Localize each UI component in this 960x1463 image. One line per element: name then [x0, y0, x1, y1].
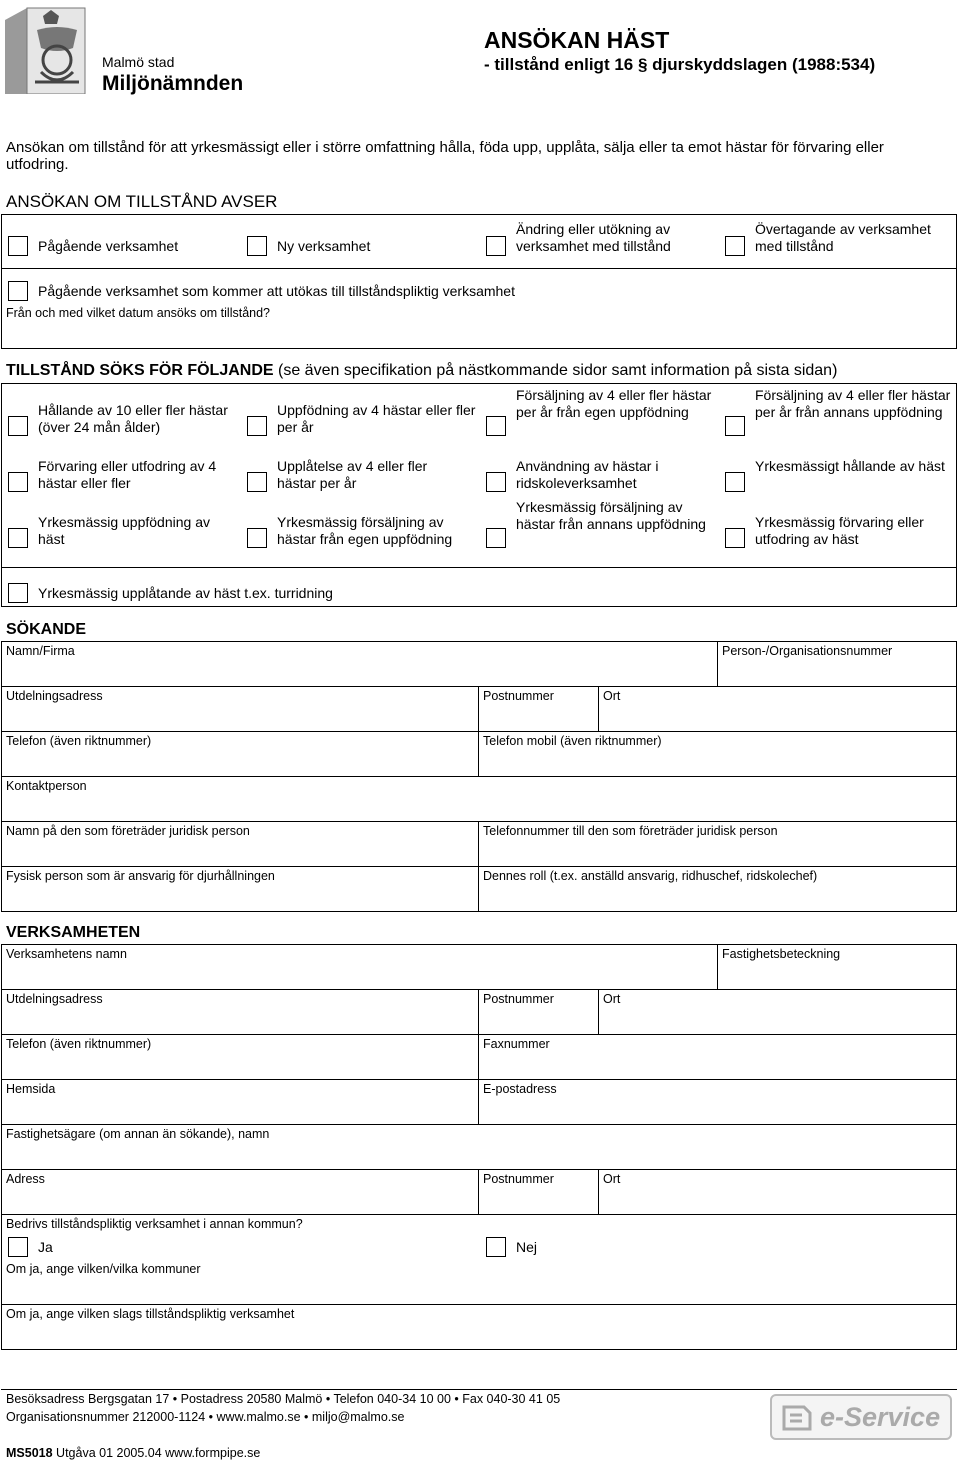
- page-subtitle: - tillstånd enligt 16 § djurskyddslagen (1988:534): [484, 55, 876, 74]
- divider: [1, 1214, 957, 1215]
- label-juridisk-namn: Namn på den som företräder juridisk person: [6, 824, 250, 838]
- label-ansvarig: Fysisk person som är ansvarig för djurhållningen: [6, 869, 275, 883]
- field-juridisk-telefon[interactable]: [479, 840, 956, 865]
- label-ort: Ort: [603, 689, 621, 703]
- label-overtagande: Övertagande av verksamhet med tillstånd: [755, 221, 931, 254]
- label-vilken-verksamhet: Om ja, ange vilken slags tillståndspliktig verksamhet: [6, 1307, 295, 1321]
- org-name: Malmö stad: [102, 54, 175, 70]
- label-kontaktperson: Kontaktperson: [6, 779, 87, 793]
- eservice-logo-icon: [780, 1403, 814, 1433]
- date-field[interactable]: [2, 322, 956, 348]
- label-agare-adress: Adress: [6, 1172, 45, 1186]
- field-v-postnummer[interactable]: [479, 1008, 597, 1033]
- checkbox-ja[interactable]: [8, 1237, 28, 1257]
- eservice-text: e-Service: [820, 1402, 941, 1432]
- field-juridisk-namn[interactable]: [2, 840, 477, 865]
- field-telefon[interactable]: [2, 750, 477, 775]
- label-yrk-hallande: Yrkesmässigt hållande av häst: [755, 458, 945, 474]
- divider: [1, 866, 957, 867]
- label-fastighetsagare: Fastighetsägare (om annan än sökande), namn: [6, 1127, 270, 1141]
- divider: [1, 686, 957, 687]
- field-roll[interactable]: [479, 885, 956, 911]
- form-id: [6, 1446, 260, 1460]
- field-v-ort[interactable]: [599, 1008, 956, 1033]
- checkbox-forsaljning-annans[interactable]: [725, 416, 745, 436]
- label-namn-firma: Namn/Firma: [6, 644, 75, 658]
- label-forsaljning-annans: Försäljning av 4 eller fler hästar per år från annans uppfödning: [755, 387, 951, 420]
- checkbox-upplatelse-4[interactable]: [247, 472, 267, 492]
- eservice-badge: [770, 1394, 952, 1440]
- label-yrk-forsaljning-annans: Yrkesmässig försäljning av hästar från annans uppfödning: [516, 499, 706, 532]
- footer-org: Organisationsnummer 212000-1124 • www.malmo.se • miljo@malmo.se: [6, 1410, 405, 1424]
- field-agare-adress[interactable]: [2, 1188, 477, 1213]
- label-ny: Ny verksamhet: [277, 238, 371, 254]
- label-epost: E-postadress: [483, 1082, 557, 1096]
- label-pagaende: Pågående verksamhet: [38, 238, 179, 254]
- soks-heading-rest: (se även specifikation på nästkommande sidor samt information på sista sidan): [273, 362, 838, 379]
- city-logo: [5, 2, 87, 94]
- checkbox-ridskola[interactable]: [486, 472, 506, 492]
- section-heading-avser: ANSÖKAN OM TILLSTÅND AVSER: [6, 192, 278, 211]
- checkbox-nej[interactable]: [486, 1237, 506, 1257]
- checkbox-ny[interactable]: [247, 236, 267, 256]
- checkbox-overtagande[interactable]: [725, 236, 745, 256]
- divider: [1, 989, 957, 990]
- checkbox-yrk-forsaljning-egen[interactable]: [247, 528, 267, 548]
- label-andring: Ändring eller utökning av verksamhet med tillstånd: [516, 221, 671, 254]
- soks-heading-bold: TILLSTÅND SÖKS FÖR FÖLJANDE: [6, 362, 274, 379]
- checkbox-andring[interactable]: [486, 236, 506, 256]
- label-hemsida: Hemsida: [6, 1082, 56, 1096]
- field-v-utdelningsadress[interactable]: [2, 1008, 477, 1033]
- label-v-ort: Ort: [603, 992, 621, 1006]
- field-postnummer[interactable]: [479, 705, 597, 730]
- checkbox-yrk-uppfodning[interactable]: [8, 528, 28, 548]
- intro-text: Ansökan om tillstånd för att yrkesmässigt eller i större omfattning hålla, föda upp, upplåta, sälja eller ta emot hästar för förvaring eller utfodring.: [6, 139, 884, 173]
- divider: [1, 1124, 957, 1125]
- label-yrk-forsaljning-egen: Yrkesmässig försäljning av hästar från egen uppfödning: [277, 514, 453, 547]
- label-forsaljning-egen: Försäljning av 4 eller fler hästar per år från egen uppfödning: [516, 387, 712, 420]
- checkbox-pagaende[interactable]: [8, 236, 28, 256]
- label-yrk-uppfodning: Yrkesmässig uppfödning av häst: [38, 514, 210, 547]
- label-roll: Dennes roll (t.ex. anställd ansvarig, ridhuschef, ridskolechef): [483, 869, 818, 883]
- footer-address: Besöksadress Bergsgatan 17 • Postadress 20580 Malmö • Telefon 040-34 10 00 • Fax 040-30 41 05: [6, 1392, 561, 1406]
- divider: [1, 1079, 957, 1080]
- coat-of-arms-icon: [5, 2, 87, 94]
- org-department: Miljönämnden: [102, 72, 244, 95]
- label-v-postnummer: Postnummer: [483, 992, 554, 1006]
- field-hemsida[interactable]: [2, 1098, 477, 1123]
- label-upplatelse-4: Upplåtelse av 4 eller fler hästar per år: [277, 458, 428, 491]
- form-version: Utgåva 01 2005.04 www.formpipe.se: [52, 1446, 261, 1460]
- field-agare-ort[interactable]: [599, 1188, 956, 1213]
- divider: [1, 731, 957, 732]
- field-vilka-kommuner[interactable]: [2, 1278, 956, 1303]
- label-faxnummer: Faxnummer: [483, 1037, 550, 1051]
- label-forvaring-4: Förvaring eller utfodring av 4 hästar eller fler: [38, 458, 217, 491]
- label-postnummer: Postnummer: [483, 689, 554, 703]
- label-agare-ort: Ort: [603, 1172, 621, 1186]
- checkbox-forsaljning-egen[interactable]: [486, 416, 506, 436]
- label-fastighetsbeteckning: Fastighetsbeteckning: [722, 947, 841, 961]
- label-hallande-10: Hållande av 10 eller fler hästar (över 24 mån ålder): [38, 402, 228, 435]
- label-utdelningsadress: Utdelningsadress: [6, 689, 103, 703]
- label-v-utdelningsadress: Utdelningsadress: [6, 992, 103, 1006]
- field-orgnr[interactable]: [718, 660, 956, 685]
- field-kontaktperson[interactable]: [2, 795, 956, 820]
- label-ja: Ja: [38, 1239, 53, 1255]
- label-agare-postnummer: Postnummer: [483, 1172, 554, 1186]
- divider: [1, 776, 957, 777]
- divider: [1, 567, 957, 568]
- label-yrk-forvaring: Yrkesmässig förvaring eller utfodring av häst: [755, 514, 924, 547]
- checkbox-utokas[interactable]: [8, 281, 28, 301]
- section-heading-soks: [6, 362, 837, 380]
- checkbox-turridning[interactable]: [8, 583, 28, 603]
- page-title: ANSÖKAN HÄST: [484, 27, 670, 53]
- divider: [1, 1034, 957, 1035]
- label-turridning: Yrkesmässig upplåtande av häst t.ex. turridning: [38, 585, 333, 601]
- field-vilken-verksamhet[interactable]: [2, 1323, 956, 1349]
- field-fastighetsbeteckning[interactable]: [718, 963, 956, 988]
- section-heading-verksamheten: VERKSAMHETEN: [6, 924, 141, 941]
- label-mobil: Telefon mobil (även riktnummer): [483, 734, 662, 748]
- field-verksamhetens-namn[interactable]: [2, 963, 716, 988]
- checkbox-forvaring-4[interactable]: [8, 472, 28, 492]
- field-fastighetsagare[interactable]: [2, 1143, 956, 1168]
- field-utdelningsadress[interactable]: [2, 705, 477, 730]
- label-v-telefon: Telefon (även riktnummer): [6, 1037, 152, 1051]
- label-orgnr: Person-/Organisationsnummer: [722, 644, 893, 658]
- label-utokas: Pågående verksamhet som kommer att utökas till tillståndspliktig verksamhet: [38, 283, 515, 299]
- field-ansvarig[interactable]: [2, 885, 477, 911]
- form-number: MS5018: [6, 1446, 53, 1460]
- divider: [1, 268, 957, 269]
- divider: [1, 1304, 957, 1305]
- field-v-telefon[interactable]: [2, 1053, 477, 1078]
- section-heading-sokande: SÖKANDE: [6, 621, 87, 638]
- checkbox-uppfodning-4[interactable]: [247, 416, 267, 436]
- footer-divider: [1, 1389, 957, 1390]
- label-telefon: Telefon (även riktnummer): [6, 734, 152, 748]
- field-epost[interactable]: [479, 1098, 956, 1123]
- checkbox-yrk-hallande[interactable]: [725, 472, 745, 492]
- label-annan-kommun: Bedrivs tillståndspliktig verksamhet i annan kommun?: [6, 1217, 303, 1231]
- divider: [1, 1169, 957, 1170]
- divider: [1, 821, 957, 822]
- label-ridskola: Användning av hästar i ridskoleverksamhet: [516, 458, 659, 491]
- checkbox-yrk-forvaring[interactable]: [725, 528, 745, 548]
- field-faxnummer[interactable]: [479, 1053, 956, 1078]
- checkbox-hallande-10[interactable]: [8, 416, 28, 436]
- field-mobil[interactable]: [479, 750, 956, 775]
- label-uppfodning-4: Uppfödning av 4 hästar eller fler per år: [277, 402, 476, 435]
- field-agare-postnummer[interactable]: [479, 1188, 597, 1213]
- label-verksamhetens-namn: Verksamhetens namn: [6, 947, 127, 961]
- field-ort[interactable]: [599, 705, 956, 730]
- date-question: Från och med vilket datum ansöks om tillstånd?: [6, 306, 271, 320]
- label-vilka-kommuner: Om ja, ange vilken/vilka kommuner: [6, 1262, 201, 1276]
- field-namn-firma[interactable]: [2, 660, 716, 685]
- checkbox-yrk-forsaljning-annans[interactable]: [486, 528, 506, 548]
- label-juridisk-telefon: Telefonnummer till den som företräder juridisk person: [483, 824, 778, 838]
- label-nej: Nej: [516, 1239, 538, 1255]
